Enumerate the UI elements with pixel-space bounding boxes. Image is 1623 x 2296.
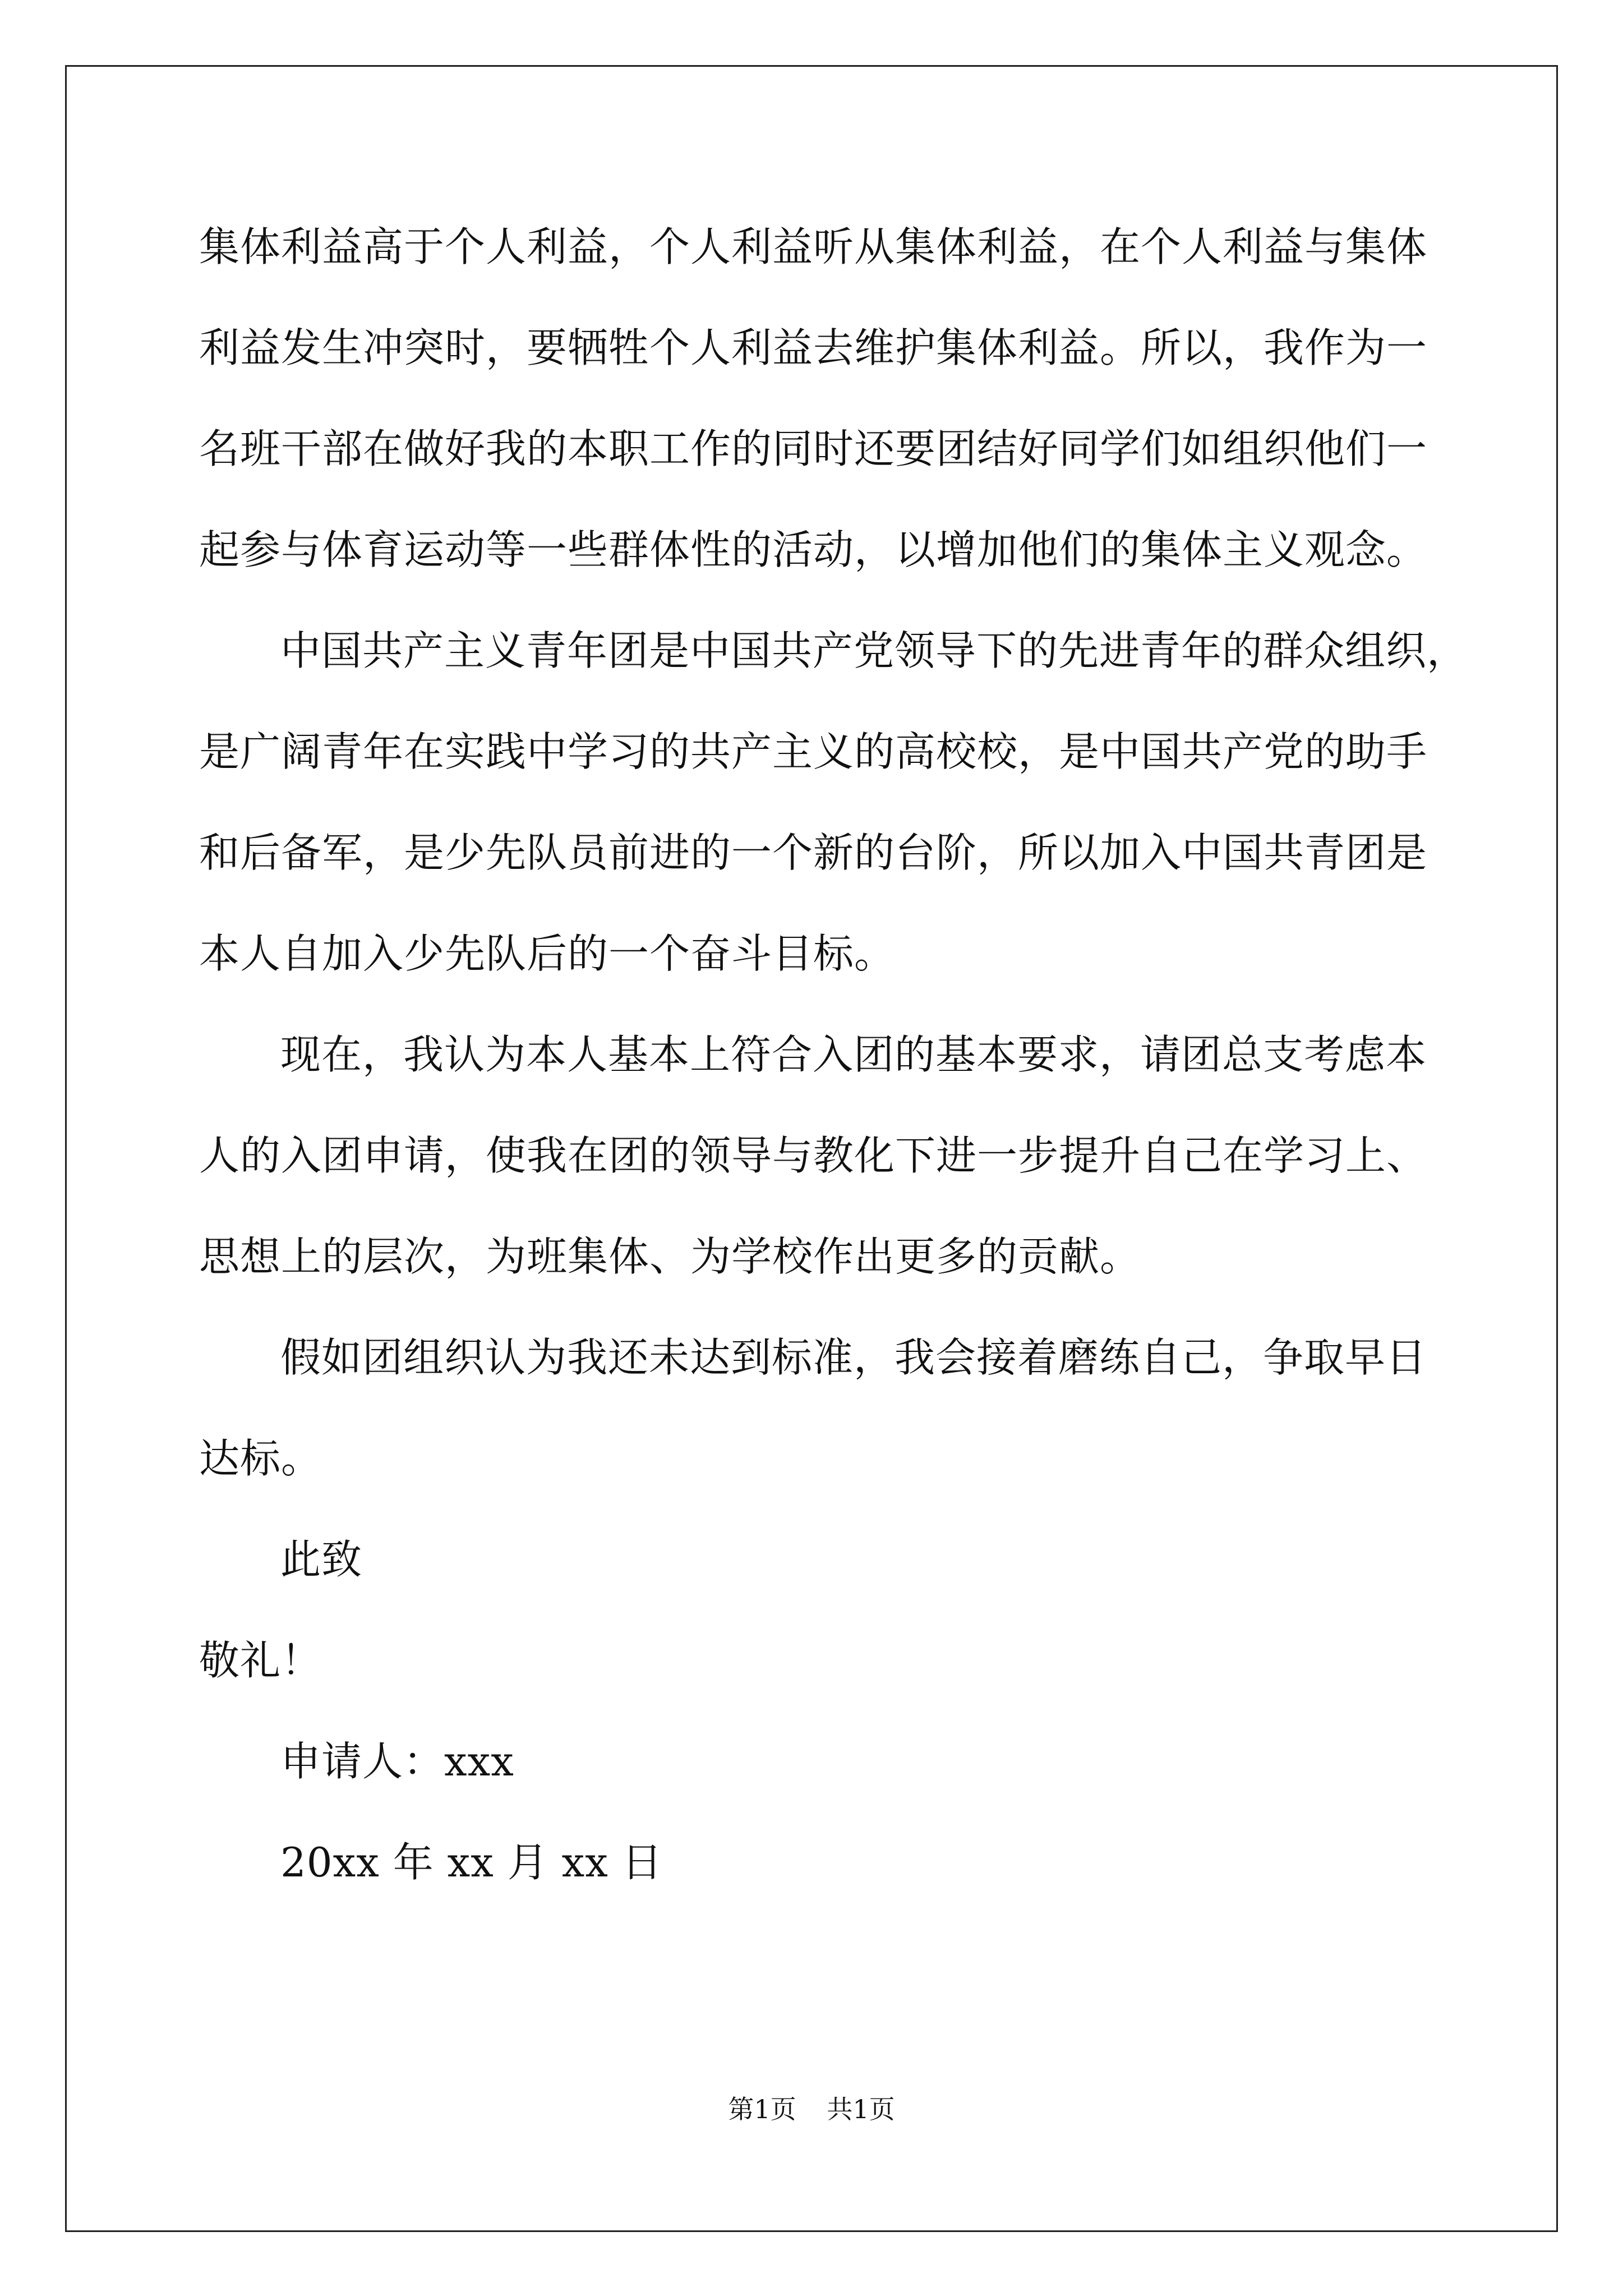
body-text-line: 和后备军，是少先队员前进的一个新的台阶，所以加入中国共青团是 (199, 829, 1428, 876)
paragraph-start-line: 假如团组织认为我还未达到标准，我会接着磨练自己，争取早日 (280, 1334, 1427, 1381)
body-text-line: 是广阔青年在实践中学习的共产主义的高校校，是中国共产党的助手 (199, 728, 1428, 775)
body-text-line: 思想上的层次，为班集体、为学校作出更多的贡献。 (199, 1233, 1141, 1280)
date-line: 20xx 年 xx 月 xx 日 (280, 1839, 663, 1886)
body-text-line: 人的入团申请，使我在团的领导与教化下进一步提升自己在学习上、 (199, 1132, 1428, 1179)
applicant-line: 申请人：xxx (280, 1738, 514, 1785)
salutation: 敬礼！ (199, 1637, 322, 1684)
body-text-line: 起参与体育运动等一些群体性的活动，以增加他们的集体主义观念。 (199, 526, 1428, 573)
paragraph-start-line: 中国共产主义青年团是中国共产党领导下的先进青年的群众组织， (280, 627, 1468, 674)
paragraph-start-line: 现在，我认为本人基本上符合入团的基本要求，请团总支考虑本 (280, 1031, 1427, 1078)
body-text-line: 集体利益高于个人利益，个人利益听从集体利益，在个人利益与集体 (199, 223, 1428, 270)
page-number: 第1页 (728, 2094, 796, 2124)
body-text-line: 本人自加入少先队后的一个奋斗目标。 (199, 930, 896, 977)
page-footer (0, 2092, 1623, 2126)
body-text-line: 达标。 (199, 1435, 322, 1482)
body-text-line: 利益发生冲突时，要牺牲个人利益去维护集体利益。所以，我作为一 (199, 324, 1428, 371)
body-text-line: 名班干部在做好我的本职工作的同时还要团结好同学们如组织他们一 (199, 425, 1428, 472)
closing-phrase: 此致 (280, 1536, 363, 1583)
page-total: 共1页 (827, 2094, 895, 2124)
